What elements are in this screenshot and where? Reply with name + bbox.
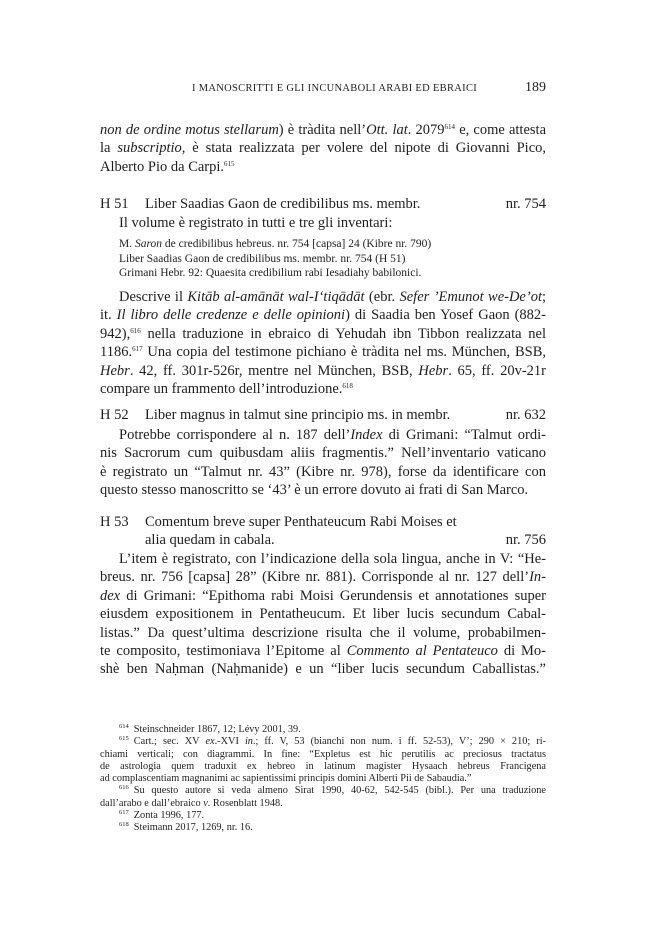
entry-paragraph bbox=[100, 550, 546, 679]
text-line: shè ben Naḥman (Naḥmanide) e un “liber lucis secundum Caballistas.” bbox=[100, 661, 546, 678]
text-line: Alberto Pio da Carpi.$^{615}$ bbox=[100, 158, 235, 175]
text-line: listas.” Da quest’ultima descrizione risulta che il volume, probabilmen- bbox=[100, 624, 546, 641]
footnote-ref[interactable]: 615 bbox=[224, 159, 235, 168]
footnotes bbox=[100, 724, 546, 835]
running-title: I MANOSCRITTI E GLI INCUNABOLI ARABI ED EBRAICI bbox=[192, 83, 478, 94]
entry-lead: Il volume è registrato in tutti e tre gli inventari: bbox=[119, 215, 393, 231]
entry-number: nr. 756 bbox=[505, 532, 546, 549]
entry-id: H 53 bbox=[100, 514, 129, 530]
footnote-ref[interactable]: 617 bbox=[132, 345, 143, 354]
text-line: L’item è registrato, con l’indicazione della sola lingua, anche in V: “He- bbox=[119, 551, 546, 567]
text-line: nis Sacrorum cum quibusdam aliis fragmentis.” Nell’inventario vaticano bbox=[100, 445, 546, 462]
entry-id: H 51 bbox=[100, 196, 129, 212]
entry-heading-h52 bbox=[100, 406, 546, 425]
entry-number: nr. 632 bbox=[505, 407, 546, 423]
text-line: Potrebbe corrispondere al n. 187 dell’Index di Grimani: “Talmut ordi- bbox=[119, 427, 546, 443]
footnote-number: 616 bbox=[119, 785, 129, 792]
footnote-ref[interactable]: 614 bbox=[444, 123, 456, 131]
inventory-list bbox=[119, 237, 546, 281]
entry-title: Liber magnus in talmut sine principio ms. in membr. bbox=[145, 407, 451, 423]
footnote-ref[interactable]: 618 bbox=[342, 382, 353, 391]
footnote-615: $^{615}$ Cart.; sec. XV ex.-XVI in.; ff. V, 53 (bianchi non num. i ff. 52-53), V’; 290 × 210; ri- chiami verticali; con diagrammi. In fine: “Expletus est hic perutilis ac preciosus tractatus de astrologia quem traduxit ex hebreo in latinum magister Hysaach hebreus Francigena ad complascentiam magnanimi ac sapientissimi principis domini Alberti Pii de Sabaudia.” bbox=[100, 736, 546, 785]
entry-number: nr. 754 bbox=[505, 196, 546, 212]
entry-title: Comentum breve super Penthateucum Rabi Moises et bbox=[145, 514, 457, 530]
entry-title-continued: alia quedam in cabala. bbox=[145, 532, 275, 549]
text-line: non de ordine motus stellarum) è tràdita nell’Ott. lat. 2079$^{614}$ e, come attesta bbox=[100, 122, 546, 138]
text-line: Descrive il Kitāb al-amānāt wal-I‘tiqādāt (ebr. Sefer ’Emunot we-De’ot; bbox=[119, 289, 546, 305]
entry-heading-h53 bbox=[100, 513, 546, 551]
text-line: 942),$^{616}$ nella traduzione in ebraico di Yehudah ibn Tibbon realizzata nel bbox=[100, 325, 546, 342]
text-line: la subscriptio, è stata realizzata per volere del nipote di Giovanni Pico, bbox=[100, 140, 546, 157]
footnote-616: $^{616}$ Su questo autore si veda almeno Sirat 1990, 40-62, 542-545 (bibl.). Per una traduzione dall’arabo e dall’ebraico v. Rosenblatt 1948. bbox=[100, 785, 546, 809]
text-line: questo stesso manoscritto se ‘43’ è un errore dovuto ai frati di San Marco. bbox=[100, 482, 529, 499]
text-line: eiusdem expositionem in Pentatheucum. Et liber lucis secundum Cabal- bbox=[100, 606, 546, 623]
footnote-number: 617 bbox=[119, 810, 129, 817]
footnote-618: $^{618}$ Steimann 2017, 1269, nr. 16. bbox=[119, 822, 253, 834]
text-line: Hebr. 42, ff. 301r-526r, mentre nel München, BSB, Hebr. 65, ff. 20v-21r bbox=[100, 362, 546, 379]
text-line: dex di Grimani: “Epithoma rabi Moisi Gerundensis et annotationes super bbox=[100, 587, 546, 604]
footnote-number: 615 bbox=[119, 736, 129, 743]
inventory-line: M. Saron de credibilibus hebreus. nr. 754 [capsa] 24 (Kibre nr. 790) bbox=[119, 238, 432, 250]
footnote-617: $^{617}$ Zonta 1996, 177. bbox=[119, 810, 205, 822]
inventory-line: Grimani Hebr. 92: Quaesita credibilium rabi Iesadiahy babilonici. bbox=[119, 267, 422, 279]
text-line: 1186.$^{617}$ Una copia del testimone pichiano è tràdita nel ms. München, BSB, bbox=[100, 344, 546, 361]
running-head bbox=[100, 78, 546, 100]
entry-paragraph bbox=[100, 288, 546, 398]
footnote-number: 614 bbox=[119, 724, 129, 730]
entry-title: Liber Saadias Gaon de credibilibus ms. membr. bbox=[145, 196, 421, 212]
text-line: è registrato un “Talmut nr. 43” (Kibre nr. 978), forse da identificare con bbox=[100, 463, 546, 480]
text-line: compare un frammento dell’introduzione.$^{618}$ bbox=[100, 381, 353, 398]
text-line: it. Il libro delle credenze e delle opinioni) di Saadia ben Yosef Gaon (882- bbox=[100, 307, 546, 324]
footnote-ref[interactable]: 616 bbox=[130, 326, 141, 335]
footnote-614: $^{614}$ Steinschneider 1867, 12; Lévy 2001, 39. bbox=[119, 724, 301, 735]
inventory-line: Liber Saadias Gaon de credibilibus ms. membr. nr. 754 (H 51) bbox=[119, 252, 406, 265]
entry-heading-h51 bbox=[100, 195, 546, 214]
text-line: te composito, testimoniava l’Epitome al Commento al Pentateuco di Mo- bbox=[100, 643, 546, 660]
intro-paragraph bbox=[100, 121, 546, 176]
footnote-number: 618 bbox=[119, 822, 129, 829]
entry-paragraph bbox=[100, 426, 546, 500]
text-line: breus. nr. 756 [capsa] 28” (Kibre nr. 881). Corrisponde al nr. 127 dell’In- bbox=[100, 569, 546, 586]
page-number: 189 bbox=[525, 80, 546, 95]
entry-id: H 52 bbox=[100, 407, 129, 423]
